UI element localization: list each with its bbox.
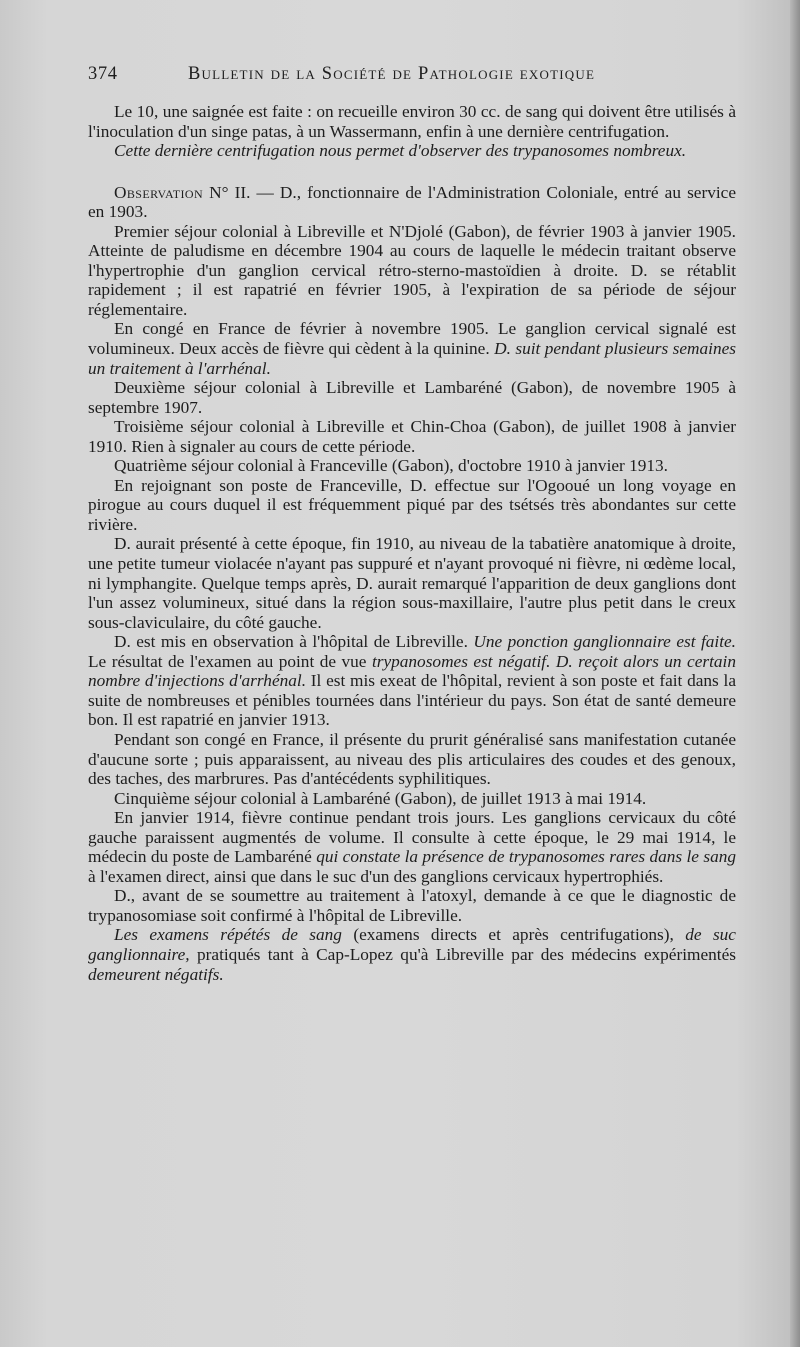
text-run: pratiqués tant à Cap-Lopez qu'à Libreville par des médecins expérimentés [189, 944, 736, 964]
journal-title: Bulletin de la Société de Pathologie exotique [188, 64, 596, 84]
paragraph-p3 [88, 183, 736, 222]
text-run: Le 10, une saignée est faite : on recueille environ 30 cc. de sang qui doivent être utilisés à l'inoculation d'un singe patas, à un Wassermann, enfin à une dernière centrifugation. [88, 102, 736, 141]
italic-text: D. suit pendant plusieurs semaines un traitement à l'arrhénal. [88, 339, 736, 378]
italic-text: de suc ganglionnaire, [88, 925, 736, 964]
text-run: Troisième séjour colonial à Libreville et Chin-Choa (Gabon), de juillet 1908 à janvier 1910. Rien à signaler au cours de cette période. [88, 417, 736, 456]
text-run: Deuxième séjour colonial à Libreville et Lambaréné (Gabon), de novembre 1905 à septembre 1907. [88, 378, 736, 417]
italic-text: demeurent négatifs. [88, 964, 224, 984]
paragraph-p4 [88, 222, 736, 320]
text-run: à l'examen direct, ainsi que dans le suc d'un des ganglions cervicaux hypertrophiés. [88, 866, 664, 886]
text-run: N° II. — D., fonctionnaire de l'Administration Coloniale, entré au service en 1903. [88, 182, 736, 222]
paragraph-p2 [88, 141, 736, 161]
text-run: Quatrième séjour colonial à Franceville (Gabon), d'octobre 1910 à janvier 1913. [114, 456, 669, 476]
paragraph-p16 [88, 925, 736, 984]
italic-text: Cette dernière centrifugation nous permet d'observer des trypanosomes nombreux. [114, 141, 687, 161]
text-run: Pendant son congé en France, il présente du prurit généralisé sans manifestation cutanée d'aucune sorte ; puis apparaissent, au niveau des plis articulaires des coudes et des genoux, des taches, des marbrures. Pas d'antécédents syphilitiques. [88, 729, 736, 789]
italic-text: qui constate la présence de trypanosomes rares dans le sang [316, 847, 736, 867]
paragraph-p11 [88, 632, 736, 730]
text-run: (examens directs et après centrifugations), [341, 925, 686, 945]
paragraph-p10 [88, 534, 736, 632]
paragraph-p7 [88, 417, 736, 456]
text-run: D. aurait présenté à cette époque, fin 1910, au niveau de la tabatière anatomique à droite, une petite tumeur violacée n'ayant pas suppuré et n'ayant provoqué ni fièvre, ni œdème local, ni lymphangite. Quelque temps après, D. aurait remarqué l'apparition de deux ganglions dont l'un assez volumineux, situé dans la région sous-maxillaire, l'autre plus petit dans le creux sous-claviculaire, du côté gauche. [88, 534, 736, 632]
italic-text: Les examens répétés de sang [114, 925, 342, 945]
paragraph-p14 [88, 808, 736, 886]
article-body [88, 102, 736, 984]
italic-text: Une ponction ganglionnaire est faite. [473, 632, 737, 652]
text-run: D., avant de se soumettre au traitement à l'atoxyl, demande à ce que le diagnostic de trypanosomiase soit confirmé à l'hôpital de Libreville. [88, 886, 736, 925]
text-run: Le résultat de l'examen au point de vue [88, 651, 372, 671]
text-run: Premier séjour colonial à Libreville et N'Djolé (Gabon), de février 1903 à janvier 1905. Atteinte de paludisme en décembre 1904 au cours de laquelle le médecin traitant observe l'hypertrophie d'un ganglion cervical rétro-sterno-mastoïdien à droite. D. se rétablit rapidement ; il est rapatrié en février 1905, à l'expiration de sa période de séjour réglementaire. [88, 221, 736, 319]
paragraph-p15 [88, 886, 736, 925]
page-edge-shadow [790, 0, 800, 1347]
page-number: 374 [88, 64, 118, 84]
paragraph-p13 [88, 789, 736, 809]
text-run: Cinquième séjour colonial à Lambaréné (Gabon), de juillet 1913 à mai 1914. [114, 788, 647, 808]
paragraph-p12 [88, 730, 736, 789]
paragraph-p9 [88, 476, 736, 535]
text-run: D. est mis en observation à l'hôpital de Libreville. [114, 632, 474, 652]
running-header [88, 64, 738, 90]
paragraph-p5 [88, 319, 736, 378]
paragraph-p6 [88, 378, 736, 417]
text-run: Il est mis exeat de l'hôpital, revient à son poste et fait dans la suite de nombreuses et pénibles tournées dans l'intérieur du pays. Son état de santé demeure bon. Il est rapatrié en janvier 1913. [88, 671, 736, 730]
paragraph-p8 [88, 456, 736, 476]
paragraph-p1 [88, 102, 736, 141]
text-run: En rejoignant son poste de Franceville, D. effectue sur l'Ogooué un long voyage en pirogue au cours duquel il est fréquemment piqué par des tsétsés très abondantes sur cette rivière. [88, 475, 736, 534]
small-caps-label: Observation [114, 182, 204, 202]
text-run: En janvier 1914, fièvre continue pendant trois jours. Les ganglions cervicaux du côté gauche paraissent augmentés de volume. Il consulte à cette époque, le 29 mai 1914, le médecin du poste de Lambaréné [88, 808, 736, 867]
italic-text: trypanosomes est négatif. D. reçoit alors un certain nombre d'injections d'arrhénal. [88, 651, 736, 691]
text-run: En congé en France de février à novembre 1905. Le ganglion cervical signalé est volumineux. Deux accès de fièvre qui cèdent à la quinine. [88, 319, 736, 359]
